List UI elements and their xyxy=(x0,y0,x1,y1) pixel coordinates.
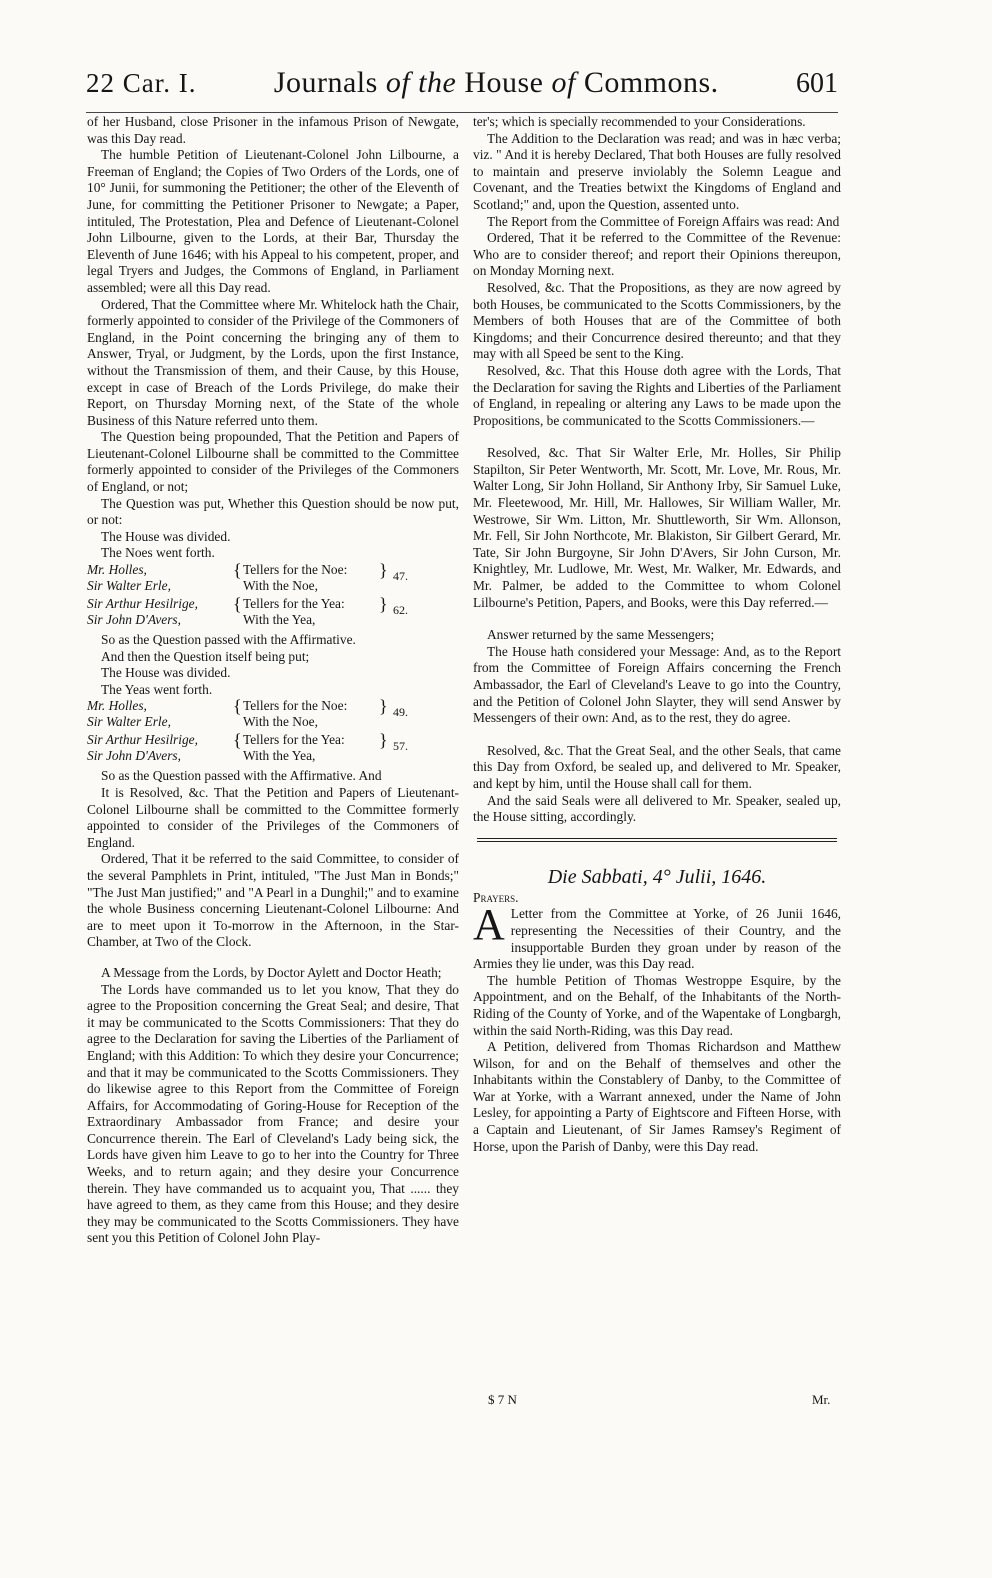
teller-label: With the Noe, xyxy=(243,714,318,730)
teller-row xyxy=(87,748,459,764)
paragraph: The Question was put, Whether this Question should be now put, or not: xyxy=(87,495,459,528)
teller-label: With the Yea, xyxy=(243,612,316,628)
vote-count: 62. xyxy=(393,603,408,618)
prayers-heading: Prayers. xyxy=(473,889,519,905)
paragraph: The Report from the Committee of Foreign Affairs was read: And xyxy=(487,213,840,229)
teller-row xyxy=(87,696,459,720)
paragraph: Resolved, &c. That this House doth agree with the Lords, That the Declaration for saving the Rights and Liberties of the Parliament of England, in repealing or altering any Laws to be made upon the Propositions, be communicated to the Scotts Commissioners.— xyxy=(473,362,841,428)
paragraph: Resolved, &c. That the Great Seal, and the other Seals, that came this Day from Oxford, be sealed up, and delivered to Mr. Speaker, and kept by him, until the House shall call for them. xyxy=(473,742,841,791)
paragraph: Resolved, &c. That the Propositions, as they are now agreed by both Houses, be communicated to the Scotts Commissioners, by the Members of both Houses that are of the Committee of both Kingdoms; and their Concurrence desired thereunto; and that they may with all Speed be sent to the King. xyxy=(473,279,841,362)
catchword: Mr. xyxy=(812,1392,831,1407)
page-number: 601 xyxy=(795,68,838,99)
division-tellers-1 xyxy=(87,562,459,632)
paragraph: Ordered, That the Committee where Mr. Whitelock hath the Chair, formerly appointed to consider of the Privilege of the Commoners of England, in the Point concerning the bringing any of them to Answer, Tryal, or Judgment, by the Lords, upon the first Instance, without the Transmission of them, and their Cause, by this House, except in case of Breach of the Lords Privilege, do make their Report, on Thursday Morning next, of the State of the whole Business of this Nature referred unto them. xyxy=(87,296,459,428)
section-rule xyxy=(477,838,837,842)
paragraph: The Noes went forth. xyxy=(101,545,215,561)
paragraph xyxy=(473,900,841,972)
paragraph: So as the Question passed with the Affirmative. xyxy=(101,632,356,648)
teller-row xyxy=(87,594,459,618)
brace: } xyxy=(379,594,388,615)
teller-name: Sir John D'Avers, xyxy=(87,748,181,764)
paragraph: Ordered, That it be referred to the Committee of the Revenue: Who are to consider thereof; and report their Opinions thereupon, on Monday Morning next. xyxy=(473,230,841,279)
title-word: House xyxy=(464,66,544,99)
teller-label: With the Yea, xyxy=(243,748,316,764)
teller-name: Sir John D'Avers, xyxy=(87,612,181,628)
left-column xyxy=(87,114,459,1247)
regnal-year: 22 Car. I. xyxy=(86,68,197,98)
paragraph: of her Husband, close Prisoner in the infamous Prison of Newgate, was this Day read. xyxy=(87,114,459,146)
paragraph: And the said Seals were all delivered to Mr. Speaker, sealed up, the House sitting, accordingly. xyxy=(473,792,841,825)
title-word: the xyxy=(418,66,457,99)
teller-label: Tellers for the Noe: xyxy=(243,562,348,578)
teller-name: Mr. Holles, xyxy=(87,698,147,714)
paragraph: The House was divided. xyxy=(101,528,231,544)
day-heading: Die Sabbati, 4° Julii, 1646. xyxy=(547,865,767,888)
paragraph: And then the Question itself being put; xyxy=(101,648,310,664)
brace: { xyxy=(233,696,242,717)
teller-row xyxy=(87,578,459,594)
teller-name: Sir Arthur Hesilrige, xyxy=(87,732,198,748)
paragraph: The Question being propounded, That the Petition and Papers of Lieutenant-Colonel Lilbourne shall be committed to the Committee formerly appointed to consider of the Privileges of the Commoners of England, or not; xyxy=(87,429,459,495)
title-word: of xyxy=(551,66,576,99)
right-column xyxy=(473,114,841,1155)
brace: { xyxy=(233,560,242,581)
paragraph: Answer returned by the same Messengers; xyxy=(487,627,715,643)
paragraph: So as the Question passed with the Affirmative. And xyxy=(101,768,382,784)
vote-count: 57. xyxy=(393,739,408,754)
teller-name: Sir Arthur Hesilrige, xyxy=(87,596,198,612)
brace: } xyxy=(379,696,388,717)
paragraph-text: Letter from the Committee at Yorke, of 26 Junii 1646, representing the Necessities of their Country, and the insupportable Burden they groan under by reason of the Armies they lie under, was this Day read. xyxy=(473,906,841,972)
drop-cap: A xyxy=(473,900,505,950)
teller-label: Tellers for the Yea: xyxy=(243,732,345,748)
page-header xyxy=(86,66,838,116)
page-footer xyxy=(0,1392,992,1412)
teller-name: Mr. Holles, xyxy=(87,562,147,578)
paragraph: A Message from the Lords, by Doctor Aylett and Doctor Heath; xyxy=(101,964,442,980)
teller-row xyxy=(87,714,459,730)
teller-label: Tellers for the Noe: xyxy=(243,698,348,714)
paragraph: Ordered, That it be referred to the said Committee, to consider of the several Pamphlets in Print, intituled, "The Just Man in Bonds;" "The Just Man justified;" and "A Pearl in a Dunghil;" and to examine the whole Business concerning Lieutenant-Colonel Lilbourne: And are to meet upon it To-morrow in the Afternoon, in the Star-Chamber, at Two of the Clock. xyxy=(87,851,459,950)
teller-name: Sir Walter Erle, xyxy=(87,578,171,594)
teller-label: Tellers for the Yea: xyxy=(243,596,345,612)
paragraph: The House hath considered your Message: And, as to the Report from the Committee of Foreign Affairs concerning the French Ambassador, the Earl of Cleveland's Leave to go into the Country, and the Petition of Colonel John Slayter, they will send Answer by Messengers of their own: And, as to the rest, they do agree. xyxy=(473,643,841,726)
teller-name: Sir Walter Erle, xyxy=(87,714,171,730)
paragraph: Resolved, &c. That Sir Walter Erle, Mr. Holles, Sir Philip Stapilton, Sir Peter Wentworth, Mr. Scott, Mr. Love, Mr. Rous, Mr. Walter Long, Sir John Holland, Sir Anthony Irby, Sir Samuel Luke, Mr. Fleetewood, Mr. Hill, Mr. Hallowes, Sir William Waller, Mr. Westrowe, Sir Wm. Litton, Mr. Shuttleworth, Sir Wm. Allonson, Mr. Fell, Sir John Northcote, Mr. Blakiston, Sir Gilbert Gerard, Mr. Tate, Sir John Burgoyne, Sir John D'Avers, Sir John Curson, Mr. Knightley, Mr. Ludlowe, Mr. West, Mr. Walker, Mr. Edwards, and Mr. Palmer, be added to the Committee to whom Colonel Lilbourne's Petition, Papers, and Books, were this Day referred.— xyxy=(473,445,841,610)
title-word: Journals xyxy=(273,66,378,99)
paragraph: The Addition to the Declaration was read; and was in hæc verba; viz. " And it is hereby Declared, That both Houses are fully resolved to maintain and preserve inviolably the Solemn League and Covenant, and the Treaties betwixt the Kingdoms of England and Scotland;" and, upon the Question, assented unto. xyxy=(473,130,841,212)
division-tellers-2 xyxy=(87,698,459,768)
brace: } xyxy=(379,730,388,751)
running-title xyxy=(274,66,719,100)
signature-mark: $ 7 N xyxy=(488,1392,517,1407)
paragraph: The humble Petition of Thomas Westroppe Esquire, by the Appointment, and on the Behalf, of the Inhabitants of the North-Riding of the County of Yorke, and of the Wapentake of Longbargh, within the said North-Riding, was this Day read. xyxy=(473,972,841,1038)
paragraph: The Yeas went forth. xyxy=(101,681,213,697)
brace: { xyxy=(233,730,242,751)
brace: { xyxy=(233,594,242,615)
title-word: Commons. xyxy=(583,66,719,99)
paragraph: The humble Petition of Lieutenant-Colonel John Lilbourne, a Freeman of England; the Copies of Two Orders of the Lords, one of 10° Junii, for summoning the Petitioner; the other of the Eleventh of June, for committing the Petitioner Prisoner to Newgate; a Paper, intituled, The Protestation, Plea and Defence of Lieutenant-Colonel John Lilbourne, given to the Lords, at their Bar, Thursday the Eleventh of June 1646; with his Appeal to his competent, proper, and legal Tryers and Judges, the Commons of England, in Parliament assembled; were all this Day read. xyxy=(87,147,459,295)
teller-row xyxy=(87,560,459,584)
paragraph: ter's; which is specially recommended to your Considerations. xyxy=(473,114,806,129)
vote-count: 47. xyxy=(393,569,408,584)
paragraph: The Lords have commanded us to let you know, That they do agree to the Proposition concerning the Great Seal; and desire, That it may be communicated to the Scotts Commissioners: That they do agree to the Declaration for saving the Liberties of the Parliament of England; with this Addition: To which they desire your Concurrence; and that it may be communicated to the Scotts Commissioners. They do likewise agree to this Report from the Committee of Foreign Affairs, for Accommodating of Goring-House for Reception of the Extraordinary Ambassador from France; and desire your Concurrence therein. The Earl of Cleveland's Lady being sick, the Lords have given him Leave to go to her into the Country for Three Weeks, and to return again; and they desire your Concurrence therein. They have commanded us to acquaint you, That ...... they have agreed to them, as they came from this House; and they desire they may be communicated to the Scotts Commissioners. They have sent you this Petition of Colonel John Play- xyxy=(87,981,459,1246)
paragraph: It is Resolved, &c. That the Petition and Papers of Lieutenant-Colonel Lilbourne shall be committed to the Committee formerly appointed to consider of the Privileges of the Commoners of England. xyxy=(87,785,459,850)
paragraph: A Petition, delivered from Thomas Richardson and Matthew Wilson, for and on the Behalf of themselves and other the Inhabitants within the Constablery of Danby, to the Committee of War at Yorke, with a Warrant annexed, under the Name of John Lesley, for appointing a Party of Eightscore and Fifteen Horse, with a Captain and Lieutenant, of Sir James Ramsey's Regiment of Horse, upon the Parish of Danby, were this Day read. xyxy=(473,1039,841,1154)
title-word: of xyxy=(385,66,411,99)
teller-row xyxy=(87,612,459,628)
vote-count: 49. xyxy=(393,705,408,720)
teller-label: With the Noe, xyxy=(243,578,318,594)
paragraph: The House was divided. xyxy=(101,665,231,681)
brace: } xyxy=(379,560,388,581)
teller-row xyxy=(87,730,459,754)
header-rule xyxy=(86,112,838,113)
